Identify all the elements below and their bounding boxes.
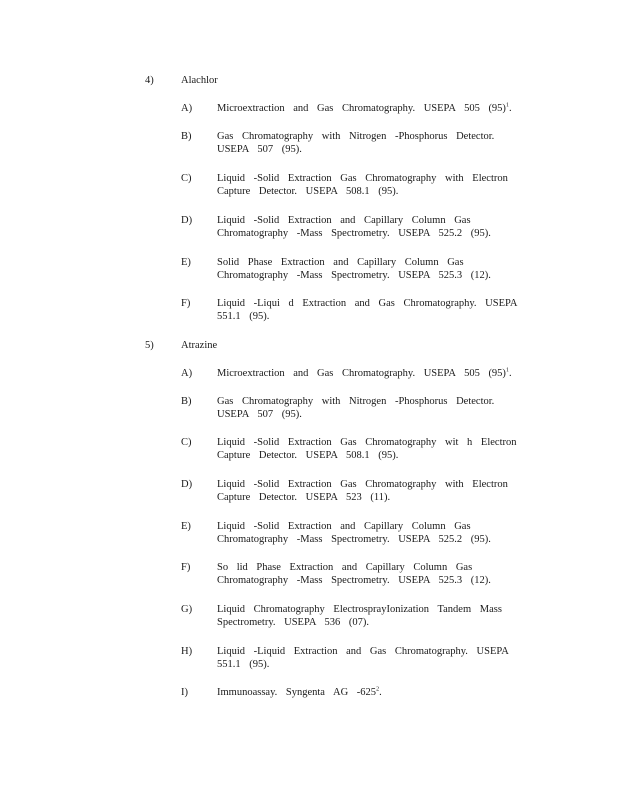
item-label: B) [181,131,192,142]
item-line: Chromatography -Mass Spectrometry. USEPA 525.3 (12). [217,575,491,586]
item-line: Liquid -Liqui d Extraction and Gas Chromatography. USEPA [217,298,518,309]
item-text [217,214,517,240]
item-line: Chromatography -Mass Spectrometry. USEPA 525.2 (95). [217,534,491,545]
item-label: F) [181,562,191,573]
section-title: Alachlor [181,75,218,86]
item-label: E) [181,521,191,532]
item-line: Microextraction and Gas Chromatography. USEPA 505 $(95)^1$. [217,102,512,114]
item-text [217,436,517,462]
item-text [217,172,517,198]
item-text [217,561,517,587]
item-line: Liquid -Solid Extraction and Capillary Column Gas [217,521,471,532]
item-line: USEPA 507 (95). [217,409,302,420]
item-line: 551.1 (95). [217,311,270,322]
item-text [217,367,537,380]
footnote-ref: 1 [505,102,509,109]
item-label: I) [181,687,188,698]
item-line: Liquid -Solid Extraction Gas Chromatography wit h Electron [217,437,517,448]
section-number: 4) [145,75,154,86]
item-text [217,603,537,629]
item-label: D) [181,215,193,226]
item-text [217,256,517,282]
item-text [217,395,517,421]
item-label: C) [181,173,192,184]
section-number: 5) [145,340,154,351]
item-label: H) [181,646,193,657]
item-line: Liquid -Liquid Extraction and Gas Chromatography. USEPA [217,646,509,657]
item-line: So lid Phase Extraction and Capillary Column Gas [217,562,473,573]
item-text [217,297,517,323]
item-line: USEPA 507 (95). [217,144,302,155]
item-line: Liquid -Solid Extraction Gas Chromatography with Electron [217,173,508,184]
section-title: Atrazine [181,340,218,351]
item-text [217,102,537,115]
item-line: Capture Detector. USEPA 523 (11). [217,492,391,503]
item-text [217,130,517,156]
item-line: Capture Detector. USEPA 508.1 (95). [217,450,399,461]
item-label: G) [181,604,193,615]
item-line: Gas Chromatography with Nitrogen -Phosphorus Detector. [217,131,495,142]
item-line: Liquid -Solid Extraction and Capillary Column Gas [217,215,471,226]
item-text [217,478,517,504]
item-line: Gas Chromatography with Nitrogen -Phosphorus Detector. [217,396,495,407]
item-line: Capture Detector. USEPA 508.1 (95). [217,186,399,197]
item-label: A) [181,368,193,379]
item-label: F) [181,298,191,309]
item-label: A) [181,103,193,114]
item-text [217,520,517,546]
item-text [217,645,517,671]
item-label: C) [181,437,192,448]
item-line: Chromatography -Mass Spectrometry. USEPA 525.3 (12). [217,270,491,281]
item-label: B) [181,396,192,407]
item-line: 551.1 (95). [217,659,270,670]
item-line: Chromatography -Mass Spectrometry. USEPA 525.2 (95). [217,228,491,239]
item-label: D) [181,479,193,490]
item-line: Liquid Chromatography ElectrosprayIonization Tandem Mass [217,604,502,615]
item-label: E) [181,257,191,268]
item-line: Immunoassay. Syngenta AG $-625^2$. [217,686,382,698]
item-line: Solid Phase Extraction and Capillary Column Gas [217,257,464,268]
footnote-ref: 2 [376,686,380,693]
footnote-ref: 1 [505,367,509,374]
item-line: Microextraction and Gas Chromatography. USEPA 505 $(95)^1$. [217,367,512,379]
item-line: Liquid -Solid Extraction Gas Chromatography with Electron [217,479,508,490]
item-text [217,686,517,699]
item-line: Spectrometry. USEPA 536 (07). [217,617,369,628]
